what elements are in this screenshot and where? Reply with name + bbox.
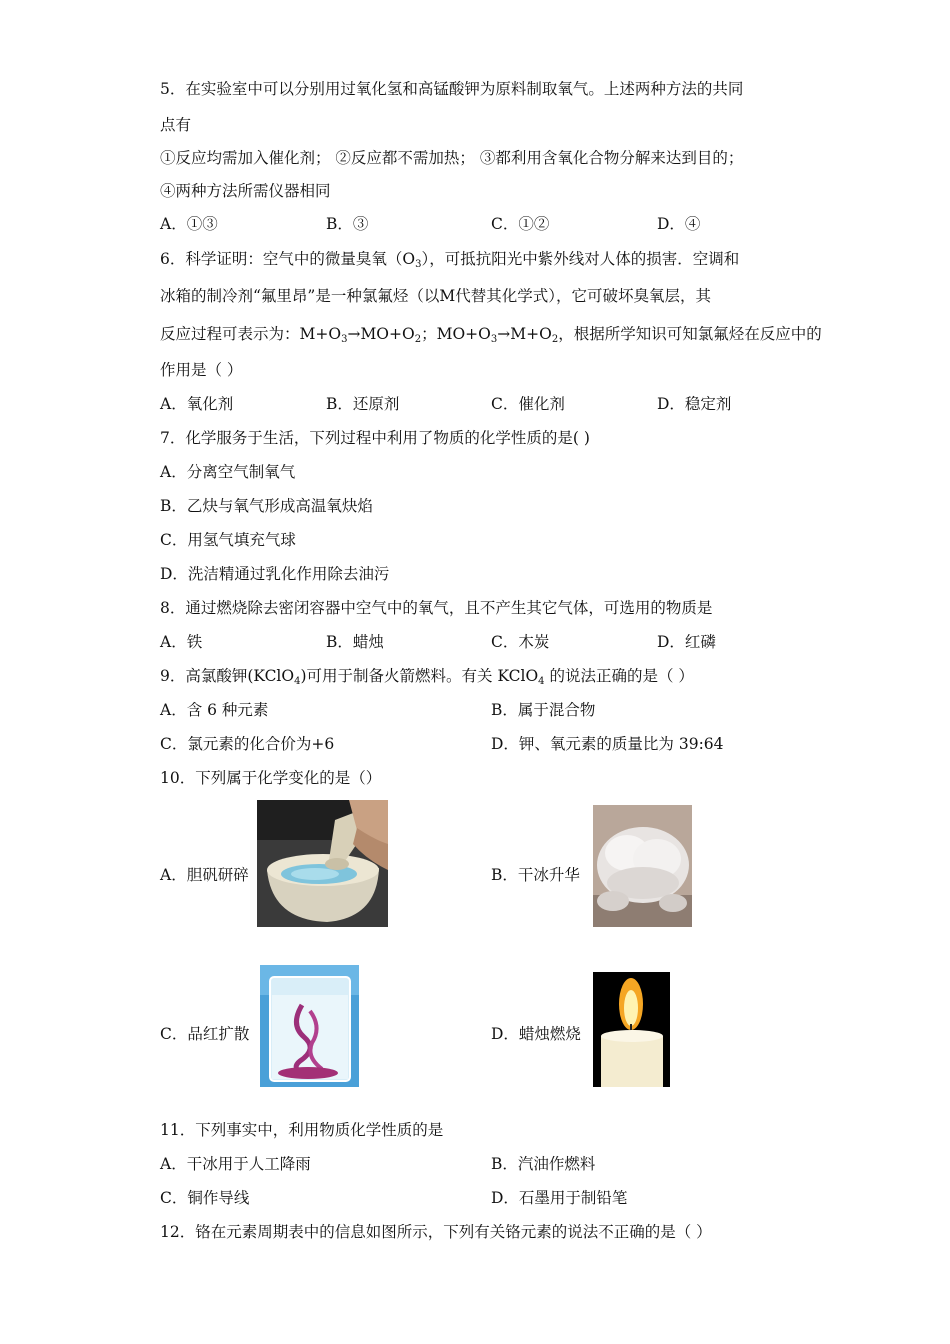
q11-option-d[interactable]: D．石墨用于制铅笔 [491,1189,628,1207]
q8-option-c[interactable]: C．木炭 [491,633,550,651]
q7-option-c[interactable]: C．用氢气填充气球 [160,531,296,549]
dry-ice-sublimation-image [593,805,692,927]
q9-option-b[interactable]: B．属于混合物 [491,701,596,719]
q5-statement-line2: ④两种方法所需仪器相同 [160,182,331,200]
q6-option-c[interactable]: C．催化剂 [491,395,565,413]
q12-stem: 12．铬在元素周期表中的信息如图所示，下列有关铬元素的说法不正确的是（ ） [160,1223,712,1241]
q7-stem: 7．化学服务于生活，下列过程中利用了物质的化学性质的是( ) [160,429,590,447]
q7-option-a[interactable]: A．分离空气制氧气 [160,463,296,481]
q6-stem-line1: 6．科学证明：空气中的微量臭氧$(O_3)$，可抵抗阳光中紫外线对人体的损害．空调和 [160,250,740,270]
q11-option-c[interactable]: C．铜作导线 [160,1189,250,1207]
q5-option-c[interactable]: C．①② [491,215,550,233]
dye-diffusion-beaker-image [260,965,359,1087]
q9-option-c[interactable]: C．氯元素的化合价为+6 [160,735,335,753]
burning-candle-image [593,972,670,1087]
q11-option-a[interactable]: A．干冰用于人工降雨 [160,1155,311,1173]
q10-option-b[interactable]: B．干冰升华 [491,866,580,884]
q5-statement-line1: ①反应均需加入催化剂； ②反应都不需加热； ③都利用含氧化合物分解来达到目的； [160,149,744,167]
q8-option-b[interactable]: B．蜡烛 [326,633,384,651]
q10-option-c[interactable]: C．品红扩散 [160,1025,250,1043]
q8-option-a[interactable]: A．铁 [160,633,203,651]
q11-stem: 11．下列事实中，利用物质化学性质的是 [160,1121,444,1139]
q9-option-a[interactable]: A．含 6 种元素 [160,701,269,719]
q10-option-d[interactable]: D．蜡烛燃烧 [491,1025,581,1043]
q5-option-b[interactable]: B．③ [326,215,369,233]
q11-option-b[interactable]: B．汽油作燃料 [491,1155,596,1173]
q5-stem-line2: 点有 [160,116,192,134]
q7-option-d[interactable]: D．洗洁精通过乳化作用除去油污 [160,565,390,583]
q10-stem: 10．下列属于化学变化的是（） [160,769,382,787]
q6-stem-line3: 反应过程可表示为：$M+O_3\to MO+O_2$；$MO+O_3\to M+O_2$，根据所学知识可知氯氟烃在反应中的 [160,325,822,345]
q5-option-d[interactable]: D．④ [657,215,701,233]
q8-option-d[interactable]: D．红磷 [657,633,716,651]
q6-option-a[interactable]: A．氧化剂 [160,395,234,413]
q5-stem-line1: 5．在实验室中可以分别用过氧化氢和高锰酸钾为原料制取氧气。上述两种方法的共同 [160,80,744,98]
q9-option-d[interactable]: D．钾、氧元素的质量比为 39:64 [491,735,724,753]
q6-option-b[interactable]: B．还原剂 [326,395,400,413]
q6-stem-line2: 冰箱的制冷剂“氟里昂”是一种氯氟烃（以M代替其化学式），它可破坏臭氧层，其 [160,287,711,305]
q5-option-a[interactable]: A．①③ [160,215,218,233]
q10-option-a[interactable]: A．胆矾研碎 [160,866,249,884]
q8-stem: 8．通过燃烧除去密闭容器中空气中的氧气，且不产生其它气体，可选用的物质是 [160,599,713,617]
q6-stem-line4: 作用是（ ） [160,361,243,379]
q6-option-d[interactable]: D．稳定剂 [657,395,732,413]
mortar-pestle-image [257,800,388,927]
q7-option-b[interactable]: B．乙炔与氧气形成高温氧炔焰 [160,497,373,515]
q9-stem: 9．高氯酸钾(KClO$_4$)可用于制备火箭燃料。有关 KClO$_4$ 的说法正确的是（ ） [160,667,694,687]
